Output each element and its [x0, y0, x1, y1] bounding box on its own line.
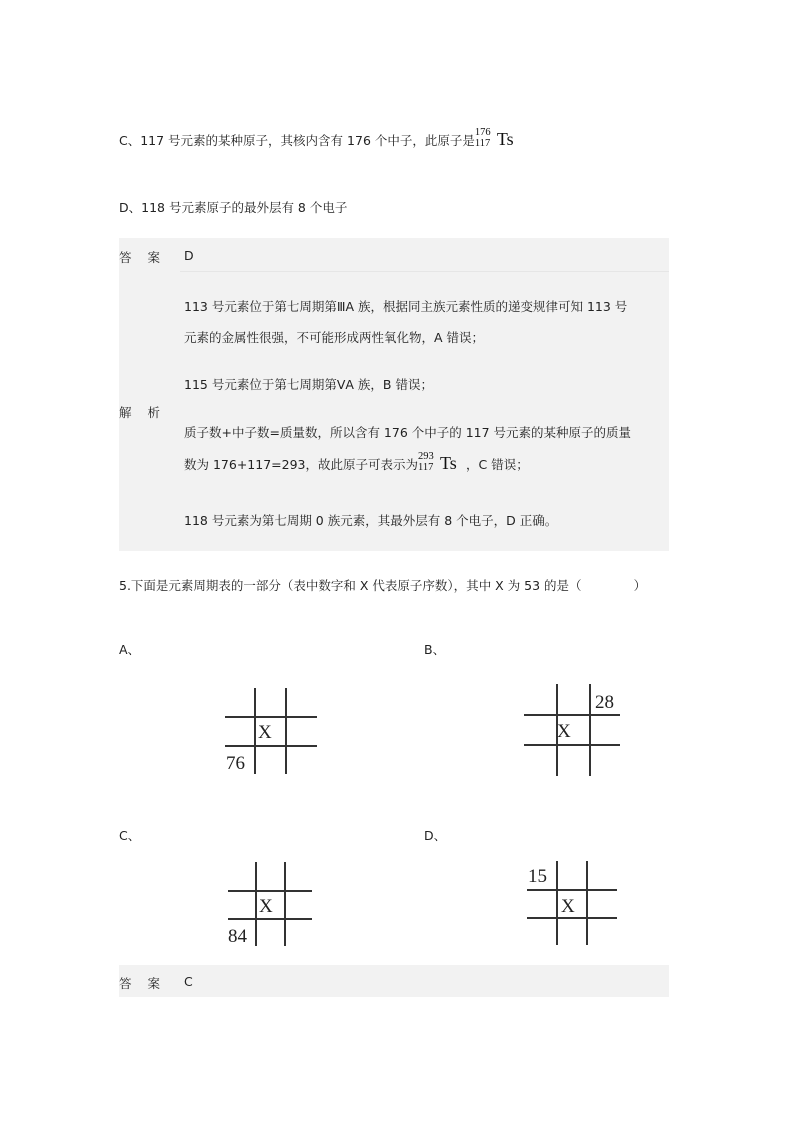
grid-line — [284, 862, 286, 946]
grid-line — [524, 714, 620, 716]
figure-d — [527, 861, 617, 945]
answer-value: D — [184, 248, 194, 263]
grid-line — [586, 861, 588, 945]
nuclide-answer-mass: 293 — [418, 451, 434, 462]
nuclide-c-symbol: Ts — [496, 129, 514, 149]
grid-line — [254, 688, 256, 774]
analysis-para3-line2-after: ，C 错误； — [466, 457, 529, 472]
cell-number: 76 — [226, 753, 245, 774]
answer-label: 答案 — [119, 250, 177, 265]
nuclide-answer-symbol: Ts — [440, 453, 457, 473]
question5-stem-close: ） — [633, 578, 647, 593]
analysis-para2: 115 号元素位于第七周期第ⅤA 族，B 错误； — [184, 377, 433, 392]
option-d-label: D、 — [424, 828, 447, 843]
answer2-label: 答案 — [119, 976, 177, 991]
cell-x: X — [259, 896, 273, 917]
grid-line — [527, 917, 617, 919]
nuclide-c-atomic: 117 — [474, 138, 491, 149]
analysis-label: 解析 — [119, 405, 177, 420]
figure-a — [225, 688, 317, 774]
nuclide-c — [475, 128, 521, 152]
cell-x: X — [557, 721, 571, 742]
figure-c — [228, 862, 312, 946]
option-b-label: B、 — [424, 642, 446, 657]
question5-stem — [119, 576, 646, 594]
option-c-text: C、117 号元素的某种原子，其核内含有 176 个中子，此原子是 — [119, 133, 475, 148]
analysis-para4: 118 号元素为第七周期 0 族元素，其最外层有 8 个电子，D 正确。 — [184, 513, 558, 528]
grid-line — [556, 861, 558, 945]
cell-x: X — [561, 896, 575, 917]
answer2-value: C — [184, 974, 193, 989]
analysis-para3-line2-before: 数为 176+117=293，故此原子可表示为 — [184, 457, 418, 472]
grid-line — [225, 745, 317, 747]
grid-line — [228, 890, 312, 892]
analysis-para1-line2: 元素的金属性很强，不可能形成两性氧化物，A 错误； — [184, 330, 485, 345]
answer-block-2 — [119, 965, 669, 997]
analysis-para1-line1: 113 号元素位于第七周期第ⅢA 族，根据同主族元素性质的递变规律可知 113 号 — [184, 299, 628, 314]
grid-line — [225, 716, 317, 718]
grid-line — [285, 688, 287, 774]
cell-number: 84 — [228, 926, 247, 947]
grid-line — [228, 918, 312, 920]
option-a-label: A、 — [119, 642, 141, 657]
grid-line — [527, 889, 617, 891]
cell-number: 15 — [528, 866, 547, 887]
answer-divider — [180, 271, 669, 272]
nuclide-answer-atomic: 117 — [418, 462, 434, 473]
analysis-para3-line1: 质子数+中子数=质量数，所以含有 176 个中子的 117 号元素的某种原子的质量 — [184, 425, 632, 440]
cell-number: 28 — [595, 692, 614, 713]
grid-line — [524, 744, 620, 746]
cell-x: X — [258, 722, 272, 743]
grid-line — [255, 862, 257, 946]
option-c — [119, 128, 521, 152]
option-d: D、118 号元素原子的最外层有 8 个电子 — [119, 200, 348, 215]
answer-analysis-block — [119, 238, 669, 551]
option-c-label: C、 — [119, 828, 141, 843]
figure-b — [524, 684, 620, 776]
grid-line — [589, 684, 591, 776]
question5-stem-text: 5.下面是元素周期表的一部分（表中数字和 X 代表原子序数），其中 X 为 53 的是（ — [119, 578, 582, 593]
nuclide-answer — [418, 452, 466, 476]
nuclide-c-mass: 176 — [474, 127, 491, 138]
analysis-para3-line2 — [184, 452, 529, 476]
